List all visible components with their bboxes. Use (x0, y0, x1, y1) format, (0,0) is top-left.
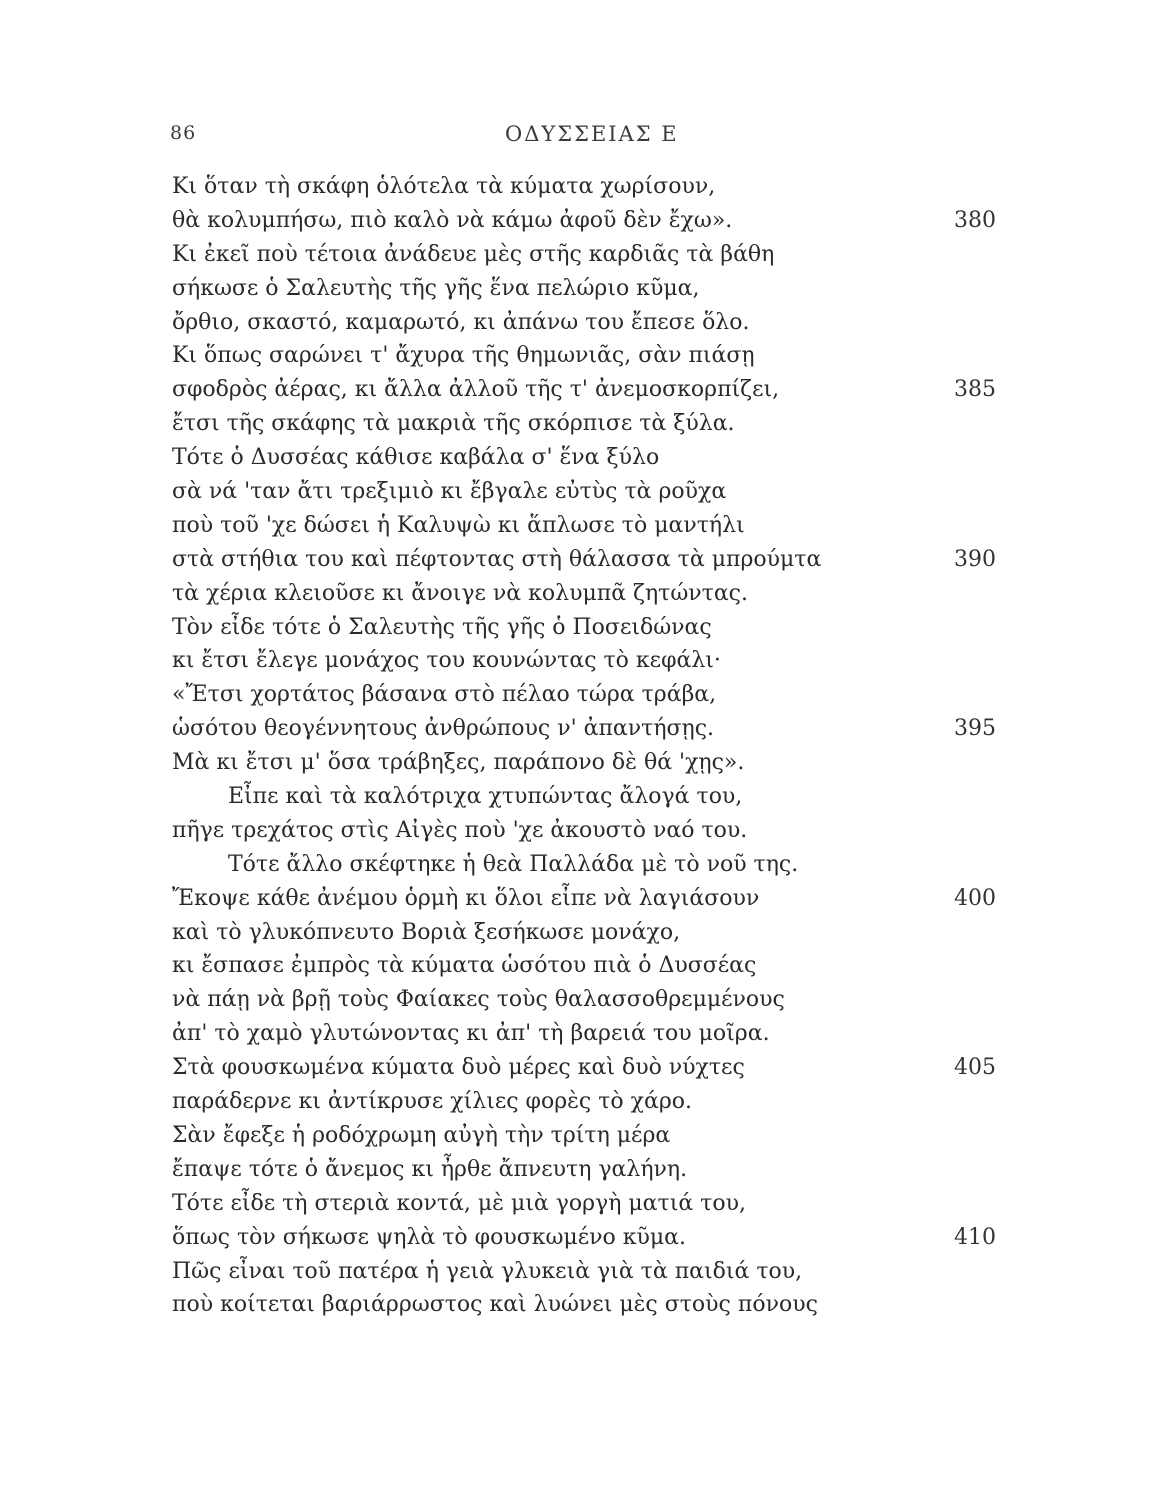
verse-text: Κι ὅταν τὴ σκάφη ὁλότελα τὰ κύματα χωρίσουν, (172, 174, 716, 199)
verse-block (172, 170, 1002, 1322)
line-number: 400 (954, 885, 996, 911)
line-number: 385 (954, 377, 996, 403)
verse-text: θὰ κολυμπήσω, πιὸ καλὸ νὰ κάμω ἀφοῦ δὲν ἔχω». (172, 207, 733, 233)
verse-text: ἔπαψε τότε ὁ ἄνεμος κι ἦρθε ἄπνευτη γαλήνη. (172, 1156, 688, 1182)
verse-line (172, 644, 1002, 678)
verse-line (172, 407, 1002, 441)
verse-text: σήκωσε ὁ Σαλευτὴς τῆς γῆς ἕνα πελώριο κῦμα, (172, 275, 700, 301)
verse-line (172, 1051, 1002, 1085)
verse-text: Τότε εἶδε τὴ στεριὰ κοντά, μὲ μιὰ γοργὴ ματιά του, (172, 1190, 746, 1216)
verse-line (172, 780, 1002, 814)
verse-text: Πῶς εἶναι τοῦ πατέρα ἡ γειὰ γλυκειὰ γιὰ τὰ παιδιά του, (172, 1258, 803, 1284)
verse-text: ποὺ τοῦ 'χε δώσει ἡ Καλυψὼ κι ἅπλωσε τὸ μαντήλι (172, 512, 745, 538)
verse-text: Τὸν εἶδε τότε ὁ Σαλευτὴς τῆς γῆς ὁ Ποσειδώνας (172, 614, 712, 640)
verse-line (172, 1017, 1002, 1051)
verse-line (172, 272, 1002, 306)
verse-text: παράδερνε κι ἀντίκρυσε χίλιες φορὲς τὸ χάρο. (172, 1089, 693, 1115)
verse-line (172, 475, 1002, 509)
line-number: 405 (954, 1055, 996, 1081)
verse-line (172, 712, 1002, 746)
verse-line (172, 543, 1002, 577)
verse-line (172, 1255, 1002, 1289)
verse-text: ὡσότου θεογέννητους ἀνθρώπους ν' ἀπαντήσῃς. (172, 716, 715, 742)
verse-line (172, 1187, 1002, 1221)
verse-text: σὰ νά 'ταν ἄτι τρεξιμιὸ κι ἔβγαλε εὐτὺς τὰ ροῦχα (172, 479, 727, 505)
verse-text: Μὰ κι ἔτσι μ' ὅσα τράβηξες, παράπονο δὲ θά 'χῃς». (172, 750, 745, 776)
verse-text: ὅπως τὸν σήκωσε ψηλὰ τὸ φουσκωμένο κῦμα. (172, 1224, 686, 1250)
verse-text: ἔτσι τῆς σκάφης τὰ μακριὰ τῆς σκόρπισε τὰ ξύλα. (172, 411, 735, 437)
verse-line (172, 373, 1002, 407)
verse-text: Τότε ὁ Δυσσέας κάθισε καβάλα σ' ἕνα ξύλο (172, 445, 660, 471)
verse-line (172, 204, 1002, 238)
verse-line (172, 509, 1002, 543)
verse-text: Ἔκοψε κάθε ἀνέμου ὁρμὴ κι ὅλοι εἶπε νὰ λαγιάσουν (172, 885, 760, 911)
verse-line (172, 814, 1002, 848)
verse-text: στὰ στήθια του καὶ πέφτοντας στὴ θάλασσα τὰ μπρούμτα (172, 546, 822, 572)
verse-line (172, 848, 1002, 882)
verse-line (172, 746, 1002, 780)
verse-line (172, 577, 1002, 611)
line-number: 380 (954, 207, 996, 233)
verse-text: Εἶπε καὶ τὰ καλότριχα χτυπώντας ἄλογά του, (228, 784, 743, 810)
verse-line (172, 1119, 1002, 1153)
verse-line (172, 882, 1002, 916)
verse-text: καὶ τὸ γλυκόπνευτο Βοριὰ ξεσήκωσε μονάχο, (172, 919, 681, 945)
verse-text: Στὰ φουσκωμένα κύματα δυὸ μέρες καὶ δυὸ νύχτες (172, 1055, 745, 1081)
verse-text: Τότε ἄλλο σκέφτηκε ἡ θεὰ Παλλάδα μὲ τὸ νοῦ της. (228, 851, 799, 877)
verse-text: ἀπ' τὸ χαμὸ γλυτώνοντας κι ἀπ' τὴ βαρειά του μοῖρα. (172, 1021, 770, 1047)
verse-line (172, 1221, 1002, 1255)
verse-line (172, 916, 1002, 950)
verse-text: Κι ὅπως σαρώνει τ' ἄχυρα τῆς θημωνιᾶς, σὰν πιάσῃ (172, 343, 755, 369)
verse-text: κι ἔτσι ἔλεγε μονάχος του κουνώντας τὸ κεφάλι· (172, 648, 721, 674)
verse-line (172, 339, 1002, 373)
line-number: 395 (954, 716, 996, 742)
page-number: 86 (170, 122, 197, 144)
verse-text: σφοδρὸς ἀέρας, κι ἄλλα ἀλλοῦ τῆς τ' ἀνεμοσκορπίζει, (172, 377, 780, 403)
verse-line (172, 678, 1002, 712)
verse-line (172, 949, 1002, 983)
running-title: ΟΔΥΣΣΕΙΑΣ Ε (505, 122, 679, 146)
verse-line (172, 306, 1002, 340)
verse-text: τὰ χέρια κλειοῦσε κι ἄνοιγε νὰ κολυμπᾶ ζητώντας. (172, 580, 748, 606)
verse-text: νὰ πάῃ νὰ βρῇ τοὺς Φαίακες τοὺς θαλασσοθρεμμένους (172, 987, 785, 1013)
verse-text: ποὺ κοίτεται βαριάρρωστος καὶ λυώνει μὲς στοὺς πόνους (172, 1292, 818, 1318)
verse-line (172, 441, 1002, 475)
verse-text: «Ἔτσι χορτάτος βάσανα στὸ πέλαο τώρα τράβα, (172, 682, 717, 708)
verse-line (172, 1085, 1002, 1119)
verse-text: κι ἔσπασε ἐμπρὸς τὰ κύματα ὡσότου πιὰ ὁ Δυσσέας (172, 953, 757, 979)
verse-text: ὄρθιο, σκαστό, καμαρωτό, κι ἀπάνω του ἔπεσε ὅλο. (172, 309, 750, 335)
verse-line (172, 238, 1002, 272)
verse-text: Σὰν ἔφεξε ἡ ροδόχρωμη αὐγὴ τὴν τρίτη μέρα (172, 1122, 671, 1148)
verse-line (172, 170, 1002, 204)
line-number: 390 (954, 546, 996, 572)
verse-line (172, 983, 1002, 1017)
verse-line (172, 1288, 1002, 1322)
line-number: 410 (954, 1224, 996, 1250)
verse-line (172, 1153, 1002, 1187)
verse-line (172, 611, 1002, 645)
verse-text: πῆγε τρεχάτος στὶς Αἰγὲς ποὺ 'χε ἀκουστὸ ναό του. (172, 817, 748, 843)
verse-text: Κι ἐκεῖ ποὺ τέτοια ἀνάδευε μὲς στῆς καρδιᾶς τὰ βάθη (172, 241, 775, 267)
